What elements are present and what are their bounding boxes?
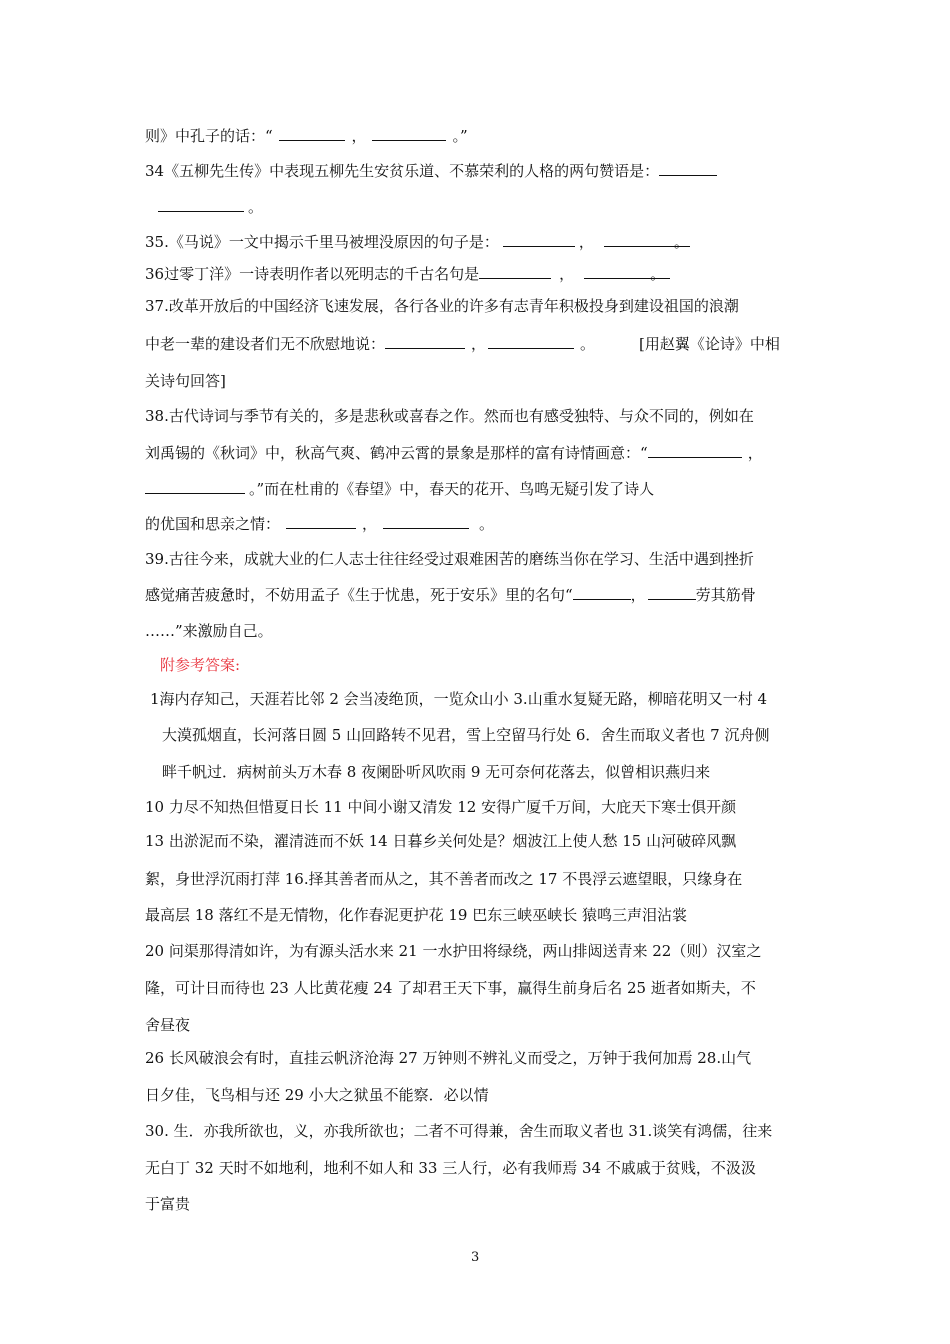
question-39-line-2 [145, 584, 756, 606]
question-38-line-2 [145, 442, 763, 464]
answer-blank[interactable] [372, 125, 446, 141]
question-text: ……”来激励自己。 [145, 622, 273, 640]
answer-blank[interactable] [385, 333, 465, 349]
question-text: ， [559, 265, 575, 283]
answer-blank[interactable] [145, 478, 245, 494]
question-39-line [145, 548, 754, 570]
question-38-line-3 [145, 478, 654, 500]
answer-line: 1海内存知己，天涯若比邻 2 会当凌绝顶，一览众山小 3.山重水复疑无路，柳暗花明又一村 4 [150, 690, 768, 708]
question-text: ， [747, 444, 763, 462]
question-text: 。 [650, 265, 666, 283]
answer-line: 于富贵 [145, 1195, 191, 1213]
answer-line: 畔千帆过．病树前头万木春 8 夜阑卧听风吹雨 9 无可奈何花落去，似曾相识燕归来 [162, 763, 711, 781]
question-text: [用赵翼《论诗》中相 [639, 335, 780, 353]
answer-blank[interactable] [479, 263, 551, 279]
question-text: 关诗句回答] [145, 372, 226, 390]
question-text: 36过零丁洋》一诗表明作者以死明志的千古名句是 [145, 265, 480, 283]
question-text: ， [351, 127, 367, 145]
answer-line: 隆，可计日而待也 23 人比黄花瘦 24 了却君王天下事，赢得生前身后名 25 逝者如斯夫，不 [145, 979, 756, 997]
answer-blank[interactable] [279, 125, 345, 141]
question-text: 37.改革开放后的中国经济飞速发展，各行各业的许多有志青年积极投身到建设祖国的浪潮 [145, 297, 739, 315]
answer-blank[interactable] [503, 231, 575, 247]
answer-line: 舍昼夜 [145, 1016, 191, 1034]
question-text: 38.古代诗词与季节有关的，多是悲秋或喜春之作。然而也有感受独特、与众不同的，例如在 [145, 407, 754, 425]
question-text: 劳其筋骨 [695, 586, 756, 604]
answer-line: 絮，身世浮沉雨打萍 16.择其善者而从之，其不善者而改之 17 不畏浮云遮望眼，只缘身在 [145, 870, 743, 888]
answer-line: 大漠孤烟直，长河落日圆 5 山回路转不见君，雪上空留马行处 6．舍生而取义者也 7 沉舟侧 [162, 726, 770, 744]
answer-blank[interactable] [573, 584, 631, 600]
question-text: 。 [673, 233, 689, 251]
question-text: 。 [248, 198, 264, 216]
answer-blank[interactable] [648, 442, 742, 458]
answer-blank[interactable] [158, 196, 244, 212]
question-text: 39.古往今来，成就大业的仁人志士往往经受过艰难困苦的磨练当你在学习、生活中遇到挫折 [145, 550, 754, 568]
question-text: ， [362, 515, 378, 533]
question-text: 34《五柳先生传》中表现五柳先生安贫乐道、不慕荣利的人格的两句赞语是： [145, 162, 660, 180]
question-text: 中老一辈的建设者们无不欣慰地说： [145, 335, 386, 353]
question-37-line-2 [145, 333, 780, 355]
question-text: 刘禹锡的《秋词》中，秋高气爽、鹤冲云霄的景象是那样的富有诗情画意：“ [145, 444, 648, 462]
answer-line: 30. 生．亦我所欲也，义，亦我所欲也；二者不可得兼，舍生而取义者也 31.谈笑有鸿儒，往来 [145, 1122, 773, 1140]
answer-line: 最高层 18 落红不是无情物，化作春泥更护花 19 巴东三峡巫峡长 猿鸣三声泪沾裳 [145, 906, 688, 924]
answer-line: 13 出淤泥而不染，濯清涟而不妖 14 日暮乡关何处是？烟波江上使人愁 15 山河破碎风飘 [145, 832, 737, 850]
answer-blank[interactable] [659, 160, 717, 176]
answer-line: 20 问渠那得清如许，为有源头活水来 21 一水护田将绿绕，两山排闼送青来 22（则）汉室之 [145, 942, 762, 960]
question-text: 。”而在杜甫的《春望》中，春天的花开、鸟鸣无疑引发了诗人 [249, 480, 655, 498]
question-text: ， [471, 335, 487, 353]
question-text: 感觉痛苦疲惫时，不妨用孟子《生于忧患，死于安乐》里的名句“ [145, 586, 573, 604]
question-text: ， [630, 586, 646, 604]
question-34-line [145, 160, 717, 182]
answer-line: 日夕佳，飞鸟相与还 29 小大之狱虽不能察．必以情 [145, 1086, 489, 1104]
answers-heading: 附参考答案: [160, 656, 241, 674]
answer-line: 无白丁 32 天时不如地利，地利不如人和 33 三人行，必有我师焉 34 不戚戚于贫贱，不汲汲 [145, 1159, 756, 1177]
question-text: 。 [580, 335, 596, 353]
question-38-line-4 [145, 513, 494, 535]
answer-blank[interactable] [286, 513, 356, 529]
page-number: 3 [471, 1250, 480, 1265]
question-34-line-2 [158, 196, 263, 218]
answer-line: 26 长风破浪会有时，直挂云帆济沧海 27 万钟则不辨礼义而受之，万钟于我何加焉 28.山气 [145, 1049, 752, 1067]
answer-line: 10 力尽不知热但惜夏日长 11 中间小谢又清发 12 安得广厦千万间，大庇天下寒士俱开颜 [145, 798, 737, 816]
question-38-line [145, 405, 754, 427]
question-33-line [145, 125, 468, 147]
question-39-line-3 [145, 620, 273, 642]
question-text: 35.《马说》一文中揭示千里马被埋没原因的句子是： [145, 233, 499, 251]
question-text: 的优国和思亲之情： [145, 515, 281, 533]
question-35-line [145, 231, 690, 253]
answer-blank[interactable] [584, 263, 670, 283]
question-36-line [145, 263, 670, 285]
answer-blank[interactable] [604, 231, 690, 251]
question-text: 则》中孔子的话：“ [145, 127, 278, 145]
answer-blank[interactable] [648, 584, 696, 600]
question-37-line-3 [145, 370, 226, 392]
answer-blank[interactable] [488, 333, 574, 349]
question-text: ， [578, 233, 594, 251]
answer-blank[interactable] [383, 513, 469, 529]
question-text: 。 [479, 515, 495, 533]
question-text: 。” [452, 127, 468, 145]
question-37-line [145, 295, 739, 317]
